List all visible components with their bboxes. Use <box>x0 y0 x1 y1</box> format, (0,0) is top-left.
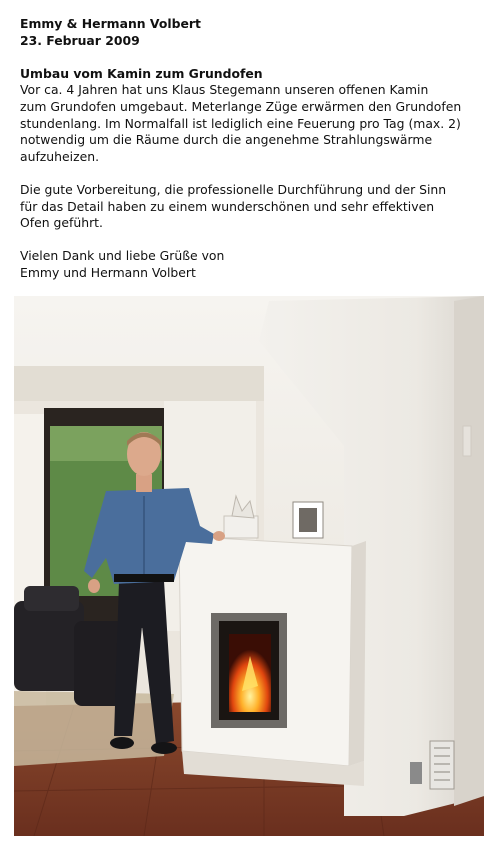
paragraph-2-line: Die gute Vorbereitung, die professionelle Durchführung und der Sinn <box>20 181 447 197</box>
stove-photo <box>14 296 484 836</box>
wall-switch <box>463 426 471 456</box>
picture-frame <box>293 502 323 538</box>
back-wall-band <box>14 366 264 406</box>
article-title: Umbau vom Kamin zum Grundofen <box>20 65 263 81</box>
paragraph-2-line: für das Detail haben zu einem wunderschönen und sehr effektiven <box>20 198 435 214</box>
paragraph-1-line: aufzuheizen. <box>20 148 100 164</box>
paragraph-1-line: Vor ca. 4 Jahren hat uns Klaus Stegemann unseren offenen Kamin <box>20 82 429 98</box>
paragraph-1-line: zum Grundofen umgebaut. Meterlange Züge erwärmen den Grundofen <box>20 98 462 114</box>
letter-date: 23. Februar 2009 <box>20 32 140 48</box>
vent-grille <box>430 741 454 789</box>
paragraph-2-line: Ofen geführt. <box>20 215 103 231</box>
closing-signature: Emmy und Hermann Volbert <box>20 264 196 280</box>
paragraph-1-line: notwendig um die Räume durch die angenehme Strahlungswärme <box>20 132 433 148</box>
armchair-left <box>14 586 84 691</box>
stove <box>179 536 366 786</box>
paragraph-1-line: stundenlang. Im Normalfall ist lediglich eine Feuerung pro Tag (max. 2) <box>20 115 461 131</box>
wall-socket <box>410 762 422 784</box>
closing-line: Vielen Dank und liebe Grüße von <box>20 248 225 264</box>
letter-text <box>20 16 490 282</box>
author-names: Emmy & Hermann Volbert <box>20 16 201 31</box>
